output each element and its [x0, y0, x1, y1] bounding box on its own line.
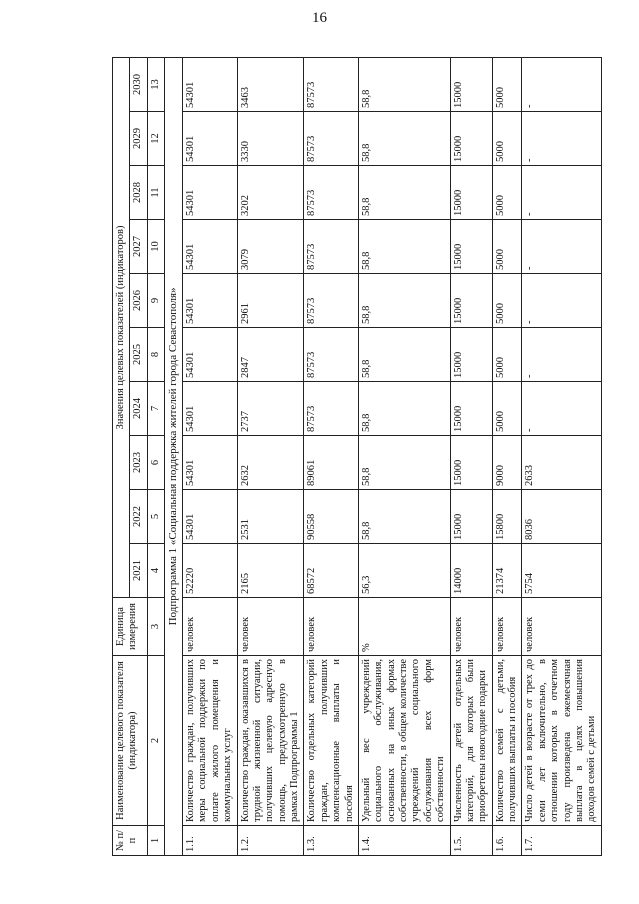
header-column-number: 7 — [147, 382, 164, 436]
indicator-name: Удельный вес учреждений социального обслуживания, основанных на иных формах собственности, в общем количестве учреждений социального обслуживания всех форм собственности — [358, 656, 450, 826]
row-number: 1.7. — [522, 826, 601, 856]
value-cell: 58,8 — [358, 220, 450, 274]
value-cell: 15000 — [450, 436, 492, 490]
header-column-numbers-row — [147, 57, 164, 855]
value-cell: 14000 — [450, 544, 492, 598]
indicator-name: Количество граждан, получивших меры социальной поддержки по оплате жилого помещения и коммунальных услуг — [183, 656, 238, 826]
header-column-number: 6 — [147, 436, 164, 490]
header-year-2021: 2021 — [130, 544, 147, 598]
table-row — [304, 57, 359, 855]
header-unit: Единица измерения — [113, 598, 148, 656]
value-cell: 21374 — [492, 544, 522, 598]
value-cell: - — [522, 382, 601, 436]
value-cell: 5000 — [492, 220, 522, 274]
row-number: 1.4. — [358, 826, 450, 856]
header-column-number: 10 — [147, 220, 164, 274]
value-cell: 15000 — [450, 382, 492, 436]
header-column-number: 1 — [147, 826, 164, 856]
value-cell: 54301 — [183, 112, 238, 166]
header-year-2030: 2030 — [130, 57, 147, 111]
value-cell: 9000 — [492, 436, 522, 490]
value-cell: 15000 — [450, 220, 492, 274]
value-cell: 87573 — [304, 382, 359, 436]
value-cell: 87573 — [304, 274, 359, 328]
value-cell: 5000 — [492, 57, 522, 111]
value-cell: 3330 — [237, 112, 304, 166]
table-row — [450, 57, 492, 855]
row-number: 1.1. — [183, 826, 238, 856]
indicator-name: Количество граждан, оказавшихся в трудной жизненной ситуации, получивших целевую адресную помощь, предусмотренную в рамках Подпрограммы 1 — [237, 656, 304, 826]
value-cell: 58,8 — [358, 436, 450, 490]
value-cell: - — [522, 328, 601, 382]
row-number: 1.2. — [237, 826, 304, 856]
value-cell: 15000 — [450, 490, 492, 544]
header-name: Наименование целевого показателя (индикатора) — [113, 656, 148, 826]
value-cell: 15800 — [492, 490, 522, 544]
value-cell: 54301 — [183, 490, 238, 544]
header-column-number: 8 — [147, 328, 164, 382]
value-cell: - — [522, 220, 601, 274]
value-cell: 54301 — [183, 328, 238, 382]
header-year-2027: 2027 — [130, 220, 147, 274]
unit-cell: человек — [237, 598, 304, 656]
value-cell: 90558 — [304, 490, 359, 544]
row-number: 1.6. — [492, 826, 522, 856]
value-cell: 15000 — [450, 328, 492, 382]
table-row — [492, 57, 522, 855]
value-cell: 87573 — [304, 328, 359, 382]
header-values-group: Значения целевых показателей (индикаторов) — [113, 57, 130, 597]
rotated-table-wrapper — [112, 58, 598, 856]
header-column-number: 11 — [147, 166, 164, 220]
header-column-number: 12 — [147, 112, 164, 166]
indicator-name: Число детей в возрасте от трех до семи лет включительно, в отношении которых в отчетном году произведена ежемесячная выплата в целях повышения доходов семей с детьми — [522, 656, 601, 826]
header-column-number: 5 — [147, 490, 164, 544]
header-column-number: 2 — [147, 656, 164, 826]
value-cell: 52220 — [183, 544, 238, 598]
value-cell: 58,8 — [358, 57, 450, 111]
header-year-2023: 2023 — [130, 436, 147, 490]
value-cell: 87573 — [304, 57, 359, 111]
header-column-number: 3 — [147, 598, 164, 656]
value-cell: 58,8 — [358, 166, 450, 220]
value-cell: 5000 — [492, 274, 522, 328]
value-cell: 5000 — [492, 166, 522, 220]
unit-cell: % — [358, 598, 450, 656]
indicator-name: Численность детей отдельных категорий, для которых были приобретены новогодние подарки — [450, 656, 492, 826]
row-number: 1.5. — [450, 826, 492, 856]
value-cell: 54301 — [183, 57, 238, 111]
value-cell: 5000 — [492, 112, 522, 166]
value-cell: 58,8 — [358, 490, 450, 544]
value-cell: 58,8 — [358, 274, 450, 328]
value-cell: 3079 — [237, 220, 304, 274]
value-cell: 2531 — [237, 490, 304, 544]
header-column-number: 9 — [147, 274, 164, 328]
value-cell: 2632 — [237, 436, 304, 490]
value-cell: 8036 — [522, 490, 601, 544]
value-cell: 15000 — [450, 274, 492, 328]
header-num: № п/п — [113, 826, 148, 856]
header-year-2029: 2029 — [130, 112, 147, 166]
value-cell: 2737 — [237, 382, 304, 436]
value-cell: 54301 — [183, 382, 238, 436]
indicator-name: Количество отдельных категорий граждан, получивших компенсационные выплаты и пособия — [304, 656, 359, 826]
table-body — [165, 57, 602, 855]
header-column-number: 13 — [147, 57, 164, 111]
table-row — [522, 57, 601, 855]
page-number: 16 — [312, 10, 327, 26]
value-cell: 54301 — [183, 274, 238, 328]
value-cell: 87573 — [304, 220, 359, 274]
unit-cell: человек — [450, 598, 492, 656]
unit-cell: человек — [183, 598, 238, 656]
table-row — [237, 57, 304, 855]
value-cell: 56,3 — [358, 544, 450, 598]
value-cell: 3202 — [237, 166, 304, 220]
rotated-table-container — [112, 58, 598, 856]
value-cell: - — [522, 274, 601, 328]
value-cell: 5000 — [492, 328, 522, 382]
subprogram-title: Подпрограмма 1 «Социальная поддержка жителей города Севастополя» — [165, 57, 183, 855]
value-cell: 54301 — [183, 166, 238, 220]
value-cell: - — [522, 166, 601, 220]
value-cell: 2633 — [522, 436, 601, 490]
value-cell: 89061 — [304, 436, 359, 490]
value-cell: 15000 — [450, 166, 492, 220]
value-cell: 68572 — [304, 544, 359, 598]
table-row — [358, 57, 450, 855]
value-cell: - — [522, 57, 601, 111]
value-cell: 3463 — [237, 57, 304, 111]
header-year-2026: 2026 — [130, 274, 147, 328]
value-cell: 5754 — [522, 544, 601, 598]
indicator-name: Количество семей с детьми, получивших выплаты и пособия — [492, 656, 522, 826]
value-cell: 54301 — [183, 436, 238, 490]
header-year-2022: 2022 — [130, 490, 147, 544]
unit-cell: человек — [304, 598, 359, 656]
table-row — [183, 57, 238, 855]
header-year-2024: 2024 — [130, 382, 147, 436]
indicators-table — [112, 57, 602, 856]
subprogram-row — [165, 57, 183, 855]
value-cell: 54301 — [183, 220, 238, 274]
unit-cell: человек — [522, 598, 601, 656]
value-cell: 87573 — [304, 112, 359, 166]
header-year-2028: 2028 — [130, 166, 147, 220]
value-cell: 58,8 — [358, 112, 450, 166]
value-cell: 15000 — [450, 112, 492, 166]
header-year-2025: 2025 — [130, 328, 147, 382]
value-cell: 5000 — [492, 382, 522, 436]
unit-cell: человек — [492, 598, 522, 656]
header-column-number: 4 — [147, 544, 164, 598]
value-cell: 2847 — [237, 328, 304, 382]
value-cell: 58,8 — [358, 328, 450, 382]
value-cell: 58,8 — [358, 382, 450, 436]
row-number: 1.3. — [304, 826, 359, 856]
value-cell: - — [522, 112, 601, 166]
value-cell: 15000 — [450, 57, 492, 111]
value-cell: 2165 — [237, 544, 304, 598]
value-cell: 2961 — [237, 274, 304, 328]
value-cell: 87573 — [304, 166, 359, 220]
